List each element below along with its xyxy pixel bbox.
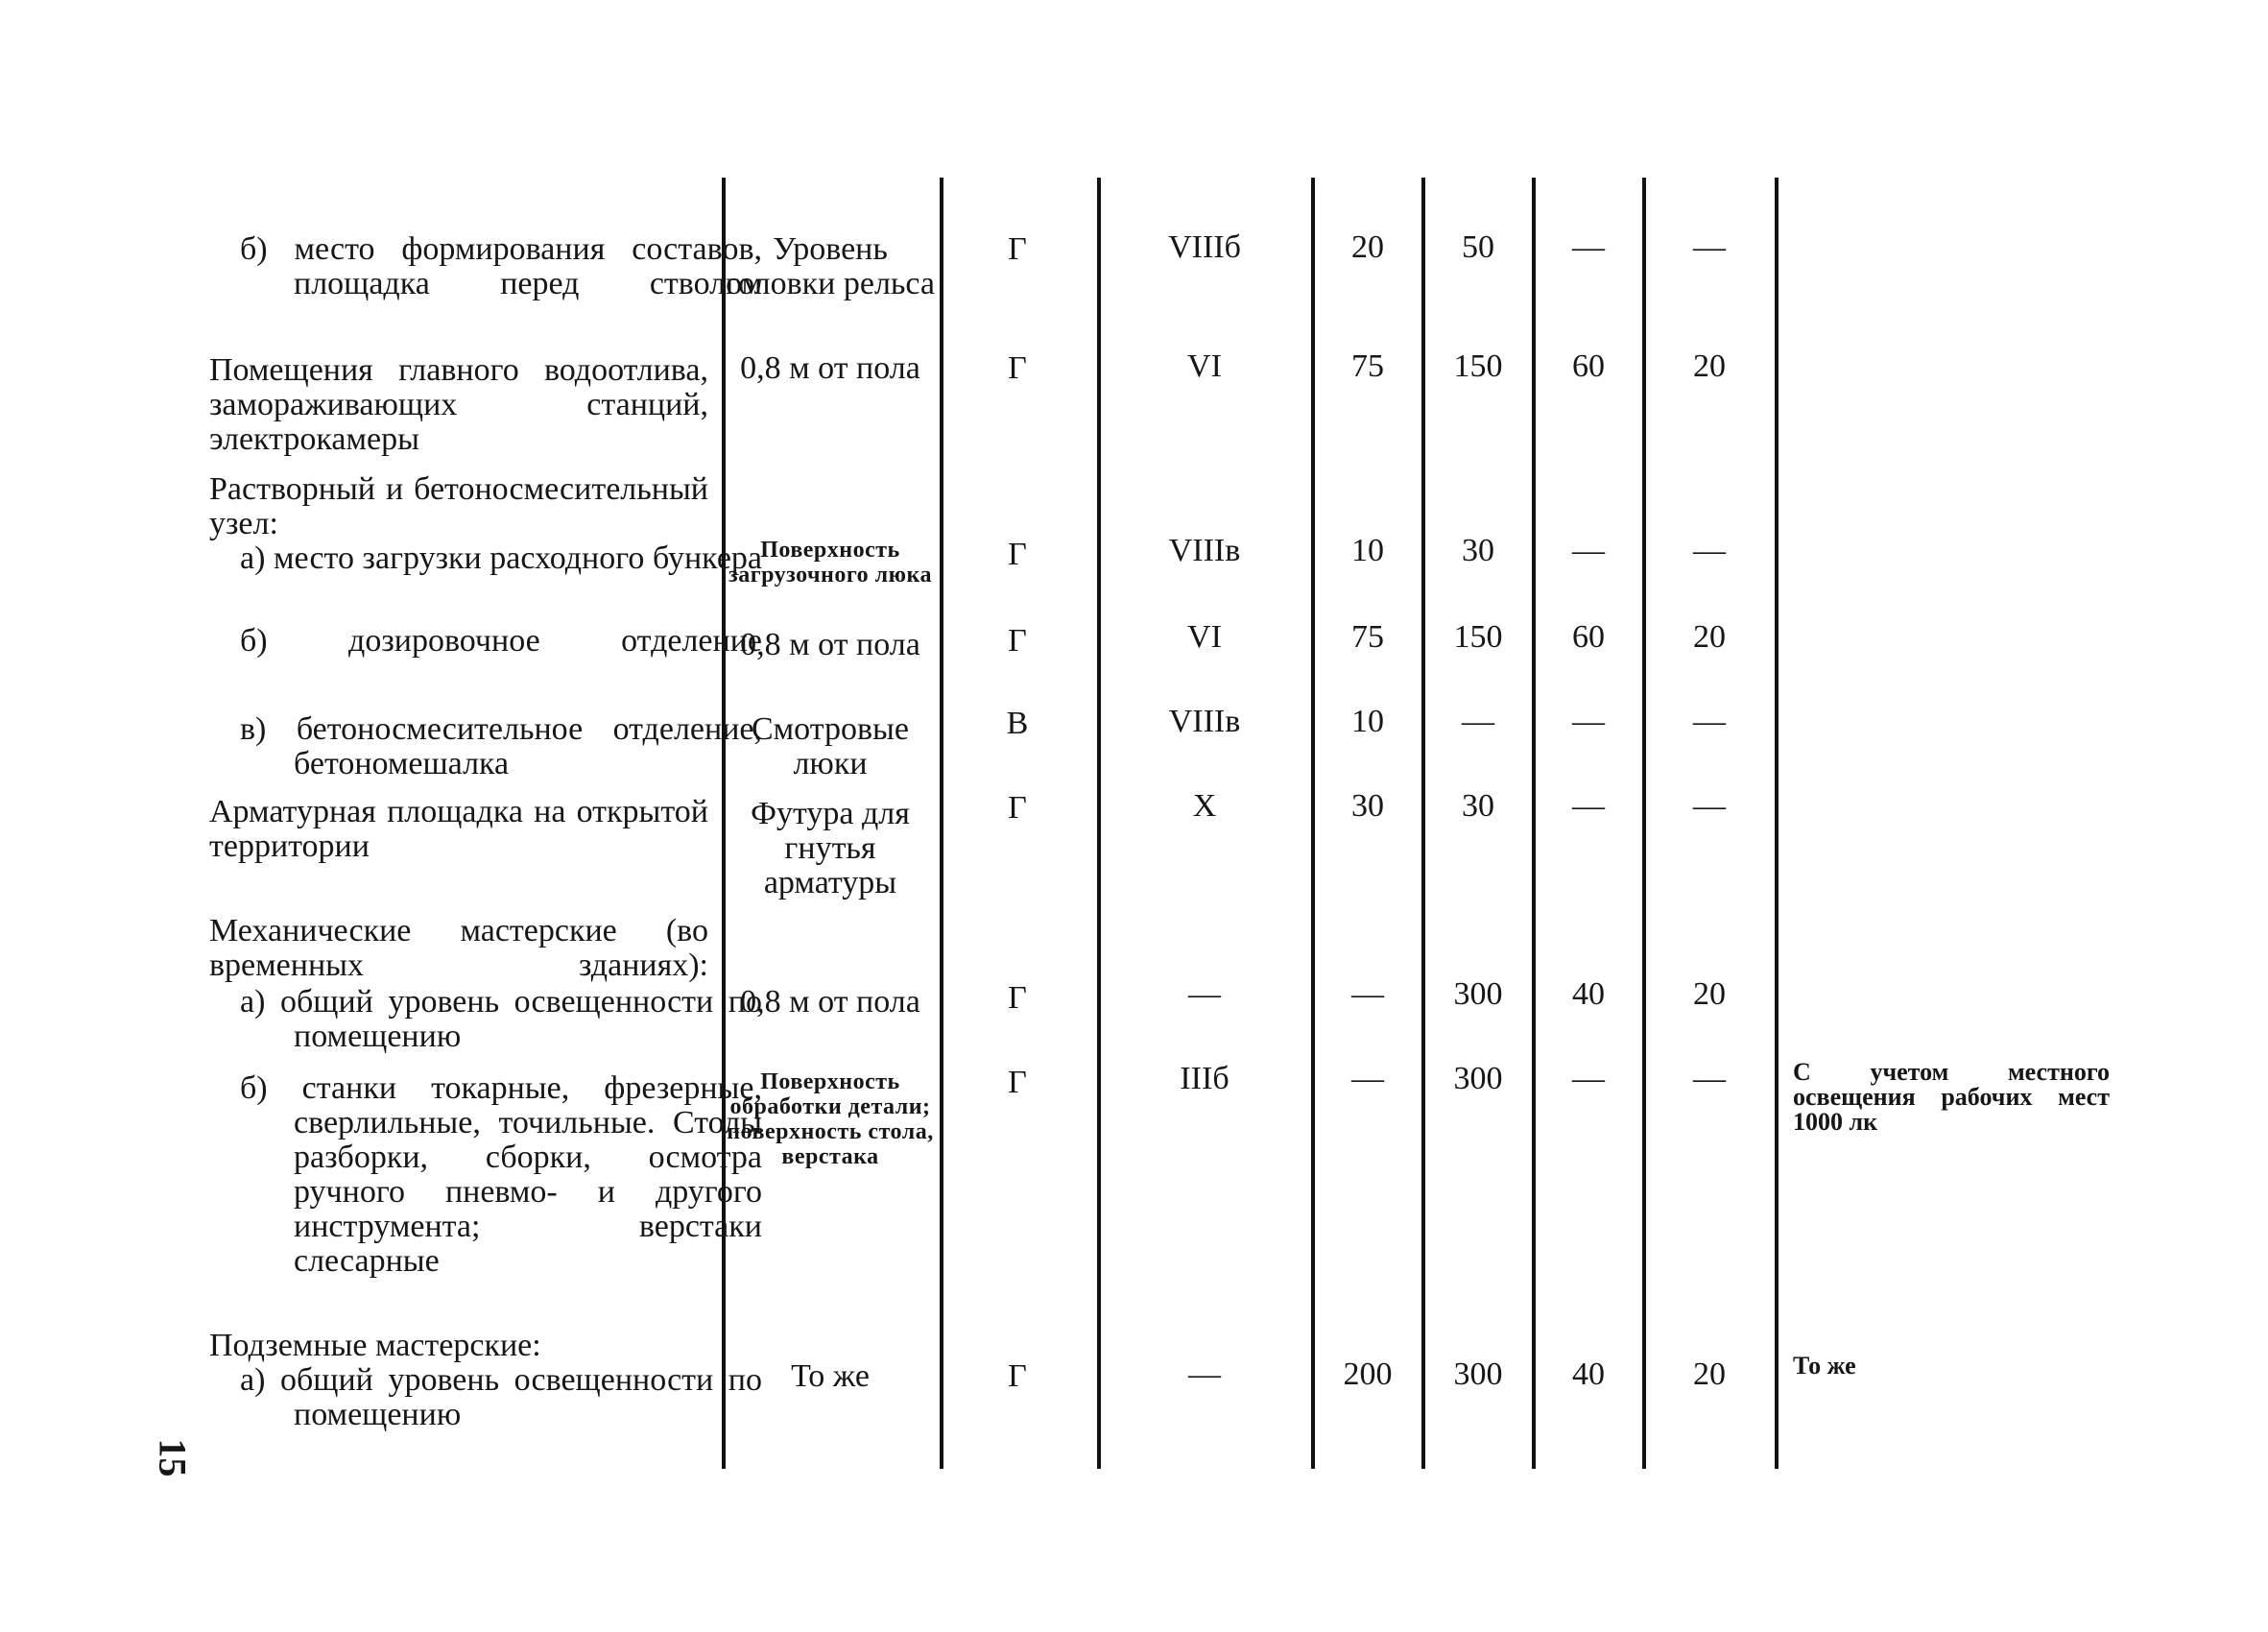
lighting-type-cell: Г: [1008, 350, 1027, 386]
value-cell: —: [1572, 229, 1605, 265]
category-cell: IIIб: [1180, 1061, 1229, 1096]
value-cell: 60: [1572, 348, 1605, 384]
surface-cell: Футура для гнутья арматуры: [751, 796, 910, 900]
surface-cell: Смотровые люки: [751, 711, 909, 781]
surface-cell: Уровень головки рельса: [725, 231, 936, 301]
value-cell: —: [1351, 976, 1384, 1012]
column-rule: [940, 178, 943, 1469]
value-cell: 150: [1453, 619, 1503, 655]
value-cell: 200: [1343, 1356, 1393, 1392]
row-description: а) место загрузки расходного бункера: [240, 540, 762, 576]
value-cell: 10: [1351, 533, 1384, 568]
category-cell: VIIIв: [1168, 704, 1241, 739]
category-cell: VI: [1187, 619, 1222, 655]
category-cell: —: [1188, 1356, 1221, 1392]
row-description: Арматурная площадка на открытой территории: [209, 794, 708, 864]
surface-cell: 0,8 м от пола: [740, 350, 920, 386]
row-description: б) дозировочное отделение: [240, 623, 762, 659]
surface-cell: То же: [791, 1358, 870, 1394]
column-rule: [1642, 178, 1646, 1469]
value-cell: —: [1572, 788, 1605, 824]
value-cell: —: [1572, 533, 1605, 568]
lighting-type-cell: Г: [1008, 790, 1027, 826]
lighting-type-cell: Г: [1008, 537, 1027, 572]
group-heading: Механические мастерские (во временных зданиях):: [209, 913, 708, 983]
lighting-type-cell: Г: [1008, 231, 1027, 267]
value-cell: 20: [1693, 348, 1726, 384]
group-heading: Растворный и бетоносмесительный узел:: [209, 471, 708, 541]
value-cell: —: [1693, 1061, 1726, 1096]
row-description: а) общий уровень освещенности по помещению: [240, 1362, 762, 1432]
value-cell: 75: [1351, 348, 1384, 384]
value-cell: 300: [1453, 976, 1503, 1012]
page-number: 15: [151, 1438, 195, 1477]
surface-cell: 0,8 м от пола: [740, 984, 920, 1020]
row-description: б) станки токарные, фрезерные, сверлильные, точильные. Столы разборки, сборки, осмотра ручного пневмо- и другого инструмента; верстаки слесарные: [240, 1070, 762, 1279]
value-cell: 50: [1462, 229, 1494, 265]
value-cell: —: [1351, 1061, 1384, 1096]
value-cell: 30: [1462, 788, 1494, 824]
row-description: в) бетоносмесительное отделение, бетономешалка: [240, 711, 762, 781]
value-cell: —: [1693, 229, 1726, 265]
group-heading: Подземные мастерские:: [209, 1328, 541, 1363]
category-cell: X: [1192, 788, 1217, 824]
value-cell: 30: [1462, 533, 1494, 568]
column-rule: [1097, 178, 1101, 1469]
value-cell: 20: [1693, 1356, 1726, 1392]
value-cell: —: [1572, 1061, 1605, 1096]
category-cell: —: [1188, 976, 1221, 1012]
surface-cell: Поверхность загрузочного люка: [728, 538, 932, 588]
value-cell: —: [1572, 704, 1605, 739]
value-cell: 30: [1351, 788, 1384, 824]
category-cell: VI: [1187, 348, 1222, 384]
value-cell: 150: [1453, 348, 1503, 384]
surface-cell: 0,8 м от пола: [740, 627, 920, 662]
surface-cell: Поверхность обработки детали; поверхность стола, верстака: [727, 1069, 934, 1169]
note-cell: То же: [1793, 1352, 1856, 1380]
value-cell: —: [1693, 788, 1726, 824]
value-cell: 300: [1453, 1061, 1503, 1096]
lighting-type-cell: Г: [1008, 980, 1027, 1016]
value-cell: 40: [1572, 976, 1605, 1012]
value-cell: 10: [1351, 704, 1384, 739]
lighting-type-cell: Г: [1008, 623, 1027, 659]
value-cell: —: [1693, 704, 1726, 739]
row-description: Помещения главного водоотлива, замораживающих станций, электрокамеры: [209, 352, 708, 457]
value-cell: 300: [1453, 1356, 1503, 1392]
lighting-type-cell: Г: [1008, 1358, 1027, 1394]
value-cell: —: [1462, 704, 1494, 739]
value-cell: —: [1693, 533, 1726, 568]
category-cell: VIIIв: [1168, 533, 1241, 568]
value-cell: 20: [1351, 229, 1384, 265]
lighting-type-cell: В: [1006, 706, 1029, 741]
lighting-type-cell: Г: [1008, 1065, 1027, 1100]
column-rule: [1775, 178, 1779, 1469]
value-cell: 75: [1351, 619, 1384, 655]
value-cell: 40: [1572, 1356, 1605, 1392]
category-cell: VIIIб: [1168, 229, 1241, 265]
value-cell: 20: [1693, 619, 1726, 655]
row-description: а) общий уровень освещенности по помещению: [240, 984, 762, 1054]
value-cell: 20: [1693, 976, 1726, 1012]
note-cell: С учетом местного освещения рабочих мест 1000 лк: [1793, 1058, 2110, 1136]
value-cell: 60: [1572, 619, 1605, 655]
row-description: б) место формирования составов, площадка перед стволом: [240, 231, 762, 301]
